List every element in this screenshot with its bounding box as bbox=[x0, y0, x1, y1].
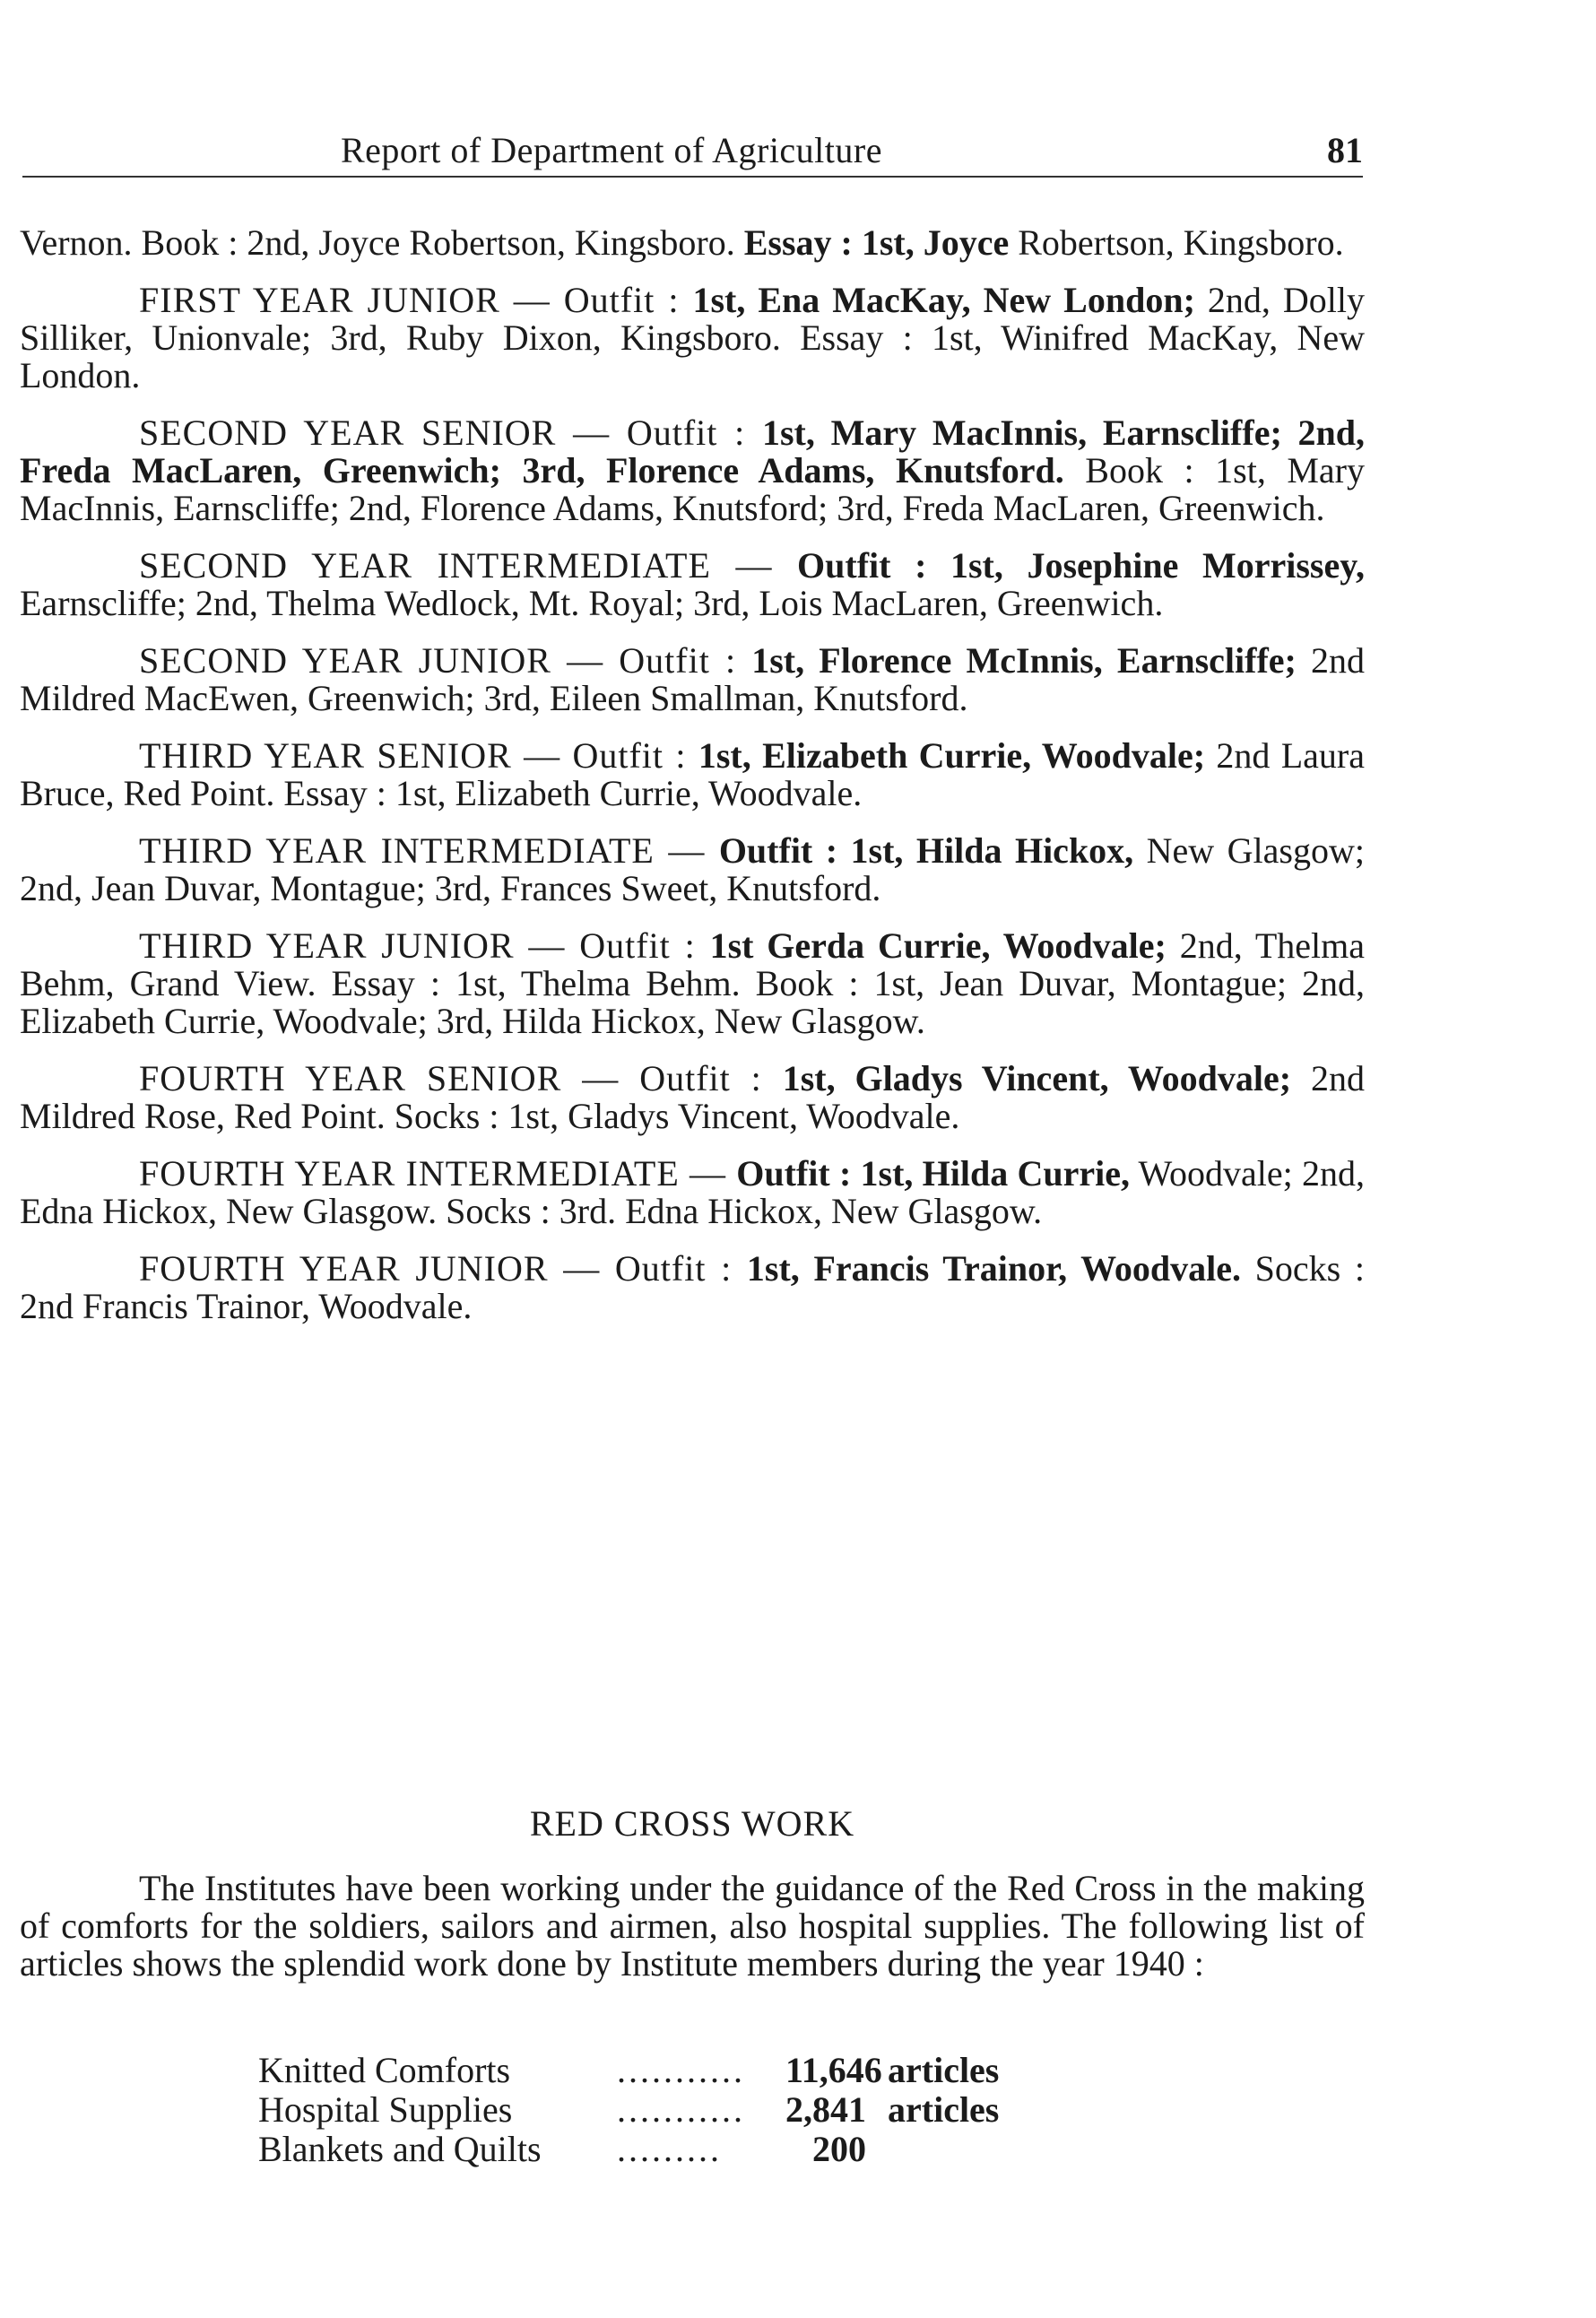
class-heading: THIRD YEAR SENIOR — Outfit : bbox=[139, 735, 698, 776]
paragraph-bold-text: Outfit : 1st, Hilda Hickox, bbox=[718, 830, 1134, 871]
paragraph-text: 2nd Mildred Rose, Red Point. Socks : 1st, Gladys Vincent, Woodvale. bbox=[20, 1058, 1366, 1136]
red-cross-paragraph: The Institutes have been working under the guidance of the Red Cross in the making of comforts for the soldiers, sailors and airmen, also hospital supplies. The following list of articles shows the splendid work done by Institute members during the year 1940 : bbox=[20, 1868, 1365, 1984]
item-count: 200 bbox=[812, 2129, 866, 2169]
list-item bbox=[258, 2090, 1155, 2130]
paragraph-bold-text: 1st, Ena MacKay, New London; bbox=[692, 280, 1195, 320]
list-item bbox=[258, 2130, 1155, 2169]
list-item bbox=[258, 2051, 1155, 2090]
paragraph-text: New Glasgow; 2nd, Jean Duvar, Montague; 3rd, Frances Sweet, Knutsford. bbox=[20, 830, 1365, 908]
paragraph-second-year-senior bbox=[20, 414, 1365, 527]
page-header bbox=[22, 126, 1363, 178]
results-body bbox=[20, 224, 1365, 1345]
item-name: Blankets and Quilts bbox=[258, 2129, 542, 2169]
class-heading: SECOND YEAR JUNIOR — Outfit : bbox=[139, 640, 752, 681]
paragraph-text: Woodvale; 2nd, Edna Hickox, New Glasgow. Socks : 3rd. Edna Hickox, New Glasgow. bbox=[20, 1153, 1366, 1231]
class-heading: THIRD YEAR JUNIOR — Outfit : bbox=[139, 925, 710, 966]
paragraph-fourth-year-junior bbox=[20, 1250, 1365, 1325]
class-heading: FIRST YEAR JUNIOR — Outfit : bbox=[139, 280, 693, 320]
class-heading: FOURTH YEAR INTERMEDIATE — bbox=[139, 1153, 737, 1194]
paragraph-text: Book : 1st, Mary MacInnis, Earnscliffe; 2nd, Florence Adams, Knutsford; 3rd, Freda MacLaren, Greenwich. bbox=[20, 450, 1365, 528]
paragraph-bold-text: 1st, Florence McInnis, Earnscliffe; bbox=[751, 640, 1297, 681]
paragraph-bold-text: Essay : 1st, Joyce bbox=[743, 222, 1010, 263]
paragraph-bold-text: 1st, Gladys Vincent, Woodvale; bbox=[782, 1058, 1292, 1098]
item-name: Hospital Supplies bbox=[258, 2089, 513, 2130]
paragraph-text: Earnscliffe; 2nd, Thelma Wedlock, Mt. Royal; 3rd, Lois MacLaren, Greenwich. bbox=[20, 583, 1164, 623]
item-name: Knitted Comforts bbox=[258, 2050, 511, 2090]
paragraph-bold-text: 1st, Francis Trainor, Woodvale. bbox=[746, 1248, 1241, 1289]
paragraph-text: 2nd, Thelma Behm, Grand View. Essay : 1st, Thelma Behm. Book : 1st, Jean Duvar, Montague; 2nd, Elizabeth Currie, Woodvale; 3rd, Hilda Hickox, New Glasgow. bbox=[20, 925, 1365, 1041]
paragraph-third-year-senior bbox=[20, 737, 1365, 812]
paragraph-text: 2nd Mildred MacEwen, Greenwich; 3rd, Eileen Smallman, Knutsford. bbox=[20, 640, 1365, 718]
item-unit: articles bbox=[888, 2089, 1000, 2130]
item-count: 11,646 bbox=[785, 2050, 882, 2090]
item-count: 2,841 bbox=[785, 2089, 866, 2130]
articles-list bbox=[258, 2051, 1155, 2169]
page-number: 81 bbox=[1327, 130, 1363, 170]
item-unit: articles bbox=[888, 2050, 1000, 2090]
paragraph-second-year-intermediate bbox=[20, 547, 1365, 622]
paragraph-tail-text: Robertson, Kingsboro. bbox=[1009, 222, 1344, 263]
class-heading: SECOND YEAR SENIOR — Outfit : bbox=[139, 412, 762, 453]
paragraph-text: Vernon. Book : 2nd, Joyce Robertson, Kingsboro. bbox=[20, 222, 744, 263]
leader-dots: ........... bbox=[617, 2089, 745, 2130]
class-heading: SECOND YEAR INTERMEDIATE — bbox=[139, 545, 798, 586]
class-heading: FOURTH YEAR JUNIOR — Outfit : bbox=[139, 1248, 747, 1289]
paragraph-text: 2nd Laura Bruce, Red Point. Essay : 1st, Elizabeth Currie, Woodvale. bbox=[20, 735, 1365, 813]
paragraph-text: Socks : 2nd Francis Trainor, Woodvale. bbox=[20, 1248, 1366, 1326]
running-title: Report of Department of Agriculture bbox=[341, 130, 882, 170]
leader-dots: ........... bbox=[617, 2050, 745, 2090]
paragraph-third-year-junior bbox=[20, 927, 1365, 1040]
paragraph-bold-text: 1st, Elizabeth Currie, Woodvale; bbox=[698, 735, 1206, 776]
class-heading: THIRD YEAR INTERMEDIATE — bbox=[139, 830, 719, 871]
leader-dots: ......... bbox=[617, 2129, 722, 2169]
paragraph-text: 2nd, Dolly Silliker, Unionvale; 3rd, Ruby Dixon, Kingsboro. Essay : 1st, Winifred MacKay, New London. bbox=[20, 280, 1365, 395]
paragraph-continuation bbox=[20, 224, 1365, 262]
paragraph-fourth-year-intermediate bbox=[20, 1155, 1365, 1230]
paragraph-bold-text: 1st, Mary MacInnis, Earnscliffe; 2nd, Freda MacLaren, Greenwich; 3rd, Florence Adams, Knutsford. bbox=[20, 412, 1365, 491]
paragraph-bold-text: Outfit : 1st, Hilda Currie, bbox=[736, 1153, 1130, 1194]
class-heading: FOURTH YEAR SENIOR — Outfit : bbox=[139, 1058, 783, 1098]
paragraph-fourth-year-senior bbox=[20, 1060, 1365, 1135]
paragraph-second-year-junior bbox=[20, 642, 1365, 717]
paragraph-bold-text: 1st Gerda Currie, Woodvale; bbox=[709, 925, 1167, 966]
section-heading: RED CROSS WORK bbox=[529, 1803, 855, 1844]
paragraph-third-year-intermediate bbox=[20, 832, 1365, 907]
paragraph-bold-text: Outfit : 1st, Josephine Morrissey, bbox=[797, 545, 1366, 586]
paragraph-first-year-junior bbox=[20, 282, 1365, 395]
